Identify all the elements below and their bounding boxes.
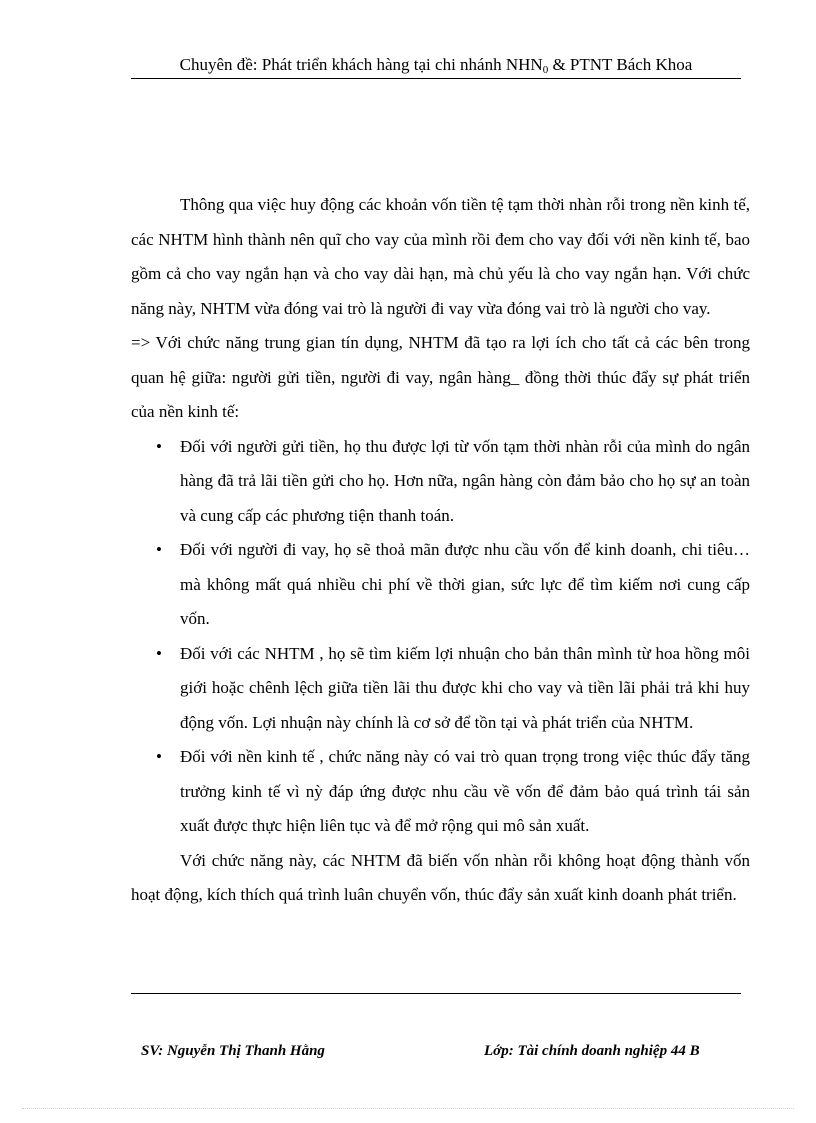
- list-item: [131, 637, 750, 741]
- bullet-icon: •: [156, 436, 162, 456]
- list-item-text: Đối với người gửi tiền, họ thu được lợi từ vốn tạm thời nhàn rỗi của mình do ngân hàng đã trả lãi tiền gửi cho họ. Hơn nữa, ngân hàng còn đảm bảo cho họ sự an toàn và cung cấp các phương tiện thanh toán.: [180, 436, 750, 525]
- header-subscript: 0: [542, 64, 549, 76]
- footer-class: Lớp: Tài chính doanh nghiệp 44 B: [484, 1043, 700, 1059]
- list-item: [131, 533, 750, 637]
- list-item-text: Đối với nền kinh tế , chức năng này có vai trò quan trọng trong việc thúc đẩy tăng trưởng kinh tế vì nỳ đáp ứng được nhu cầu về vốn để đảm bảo quá trình tái sản xuất được thực hiện liên tục và để mở rộng qui mô sản xuất.: [180, 747, 750, 835]
- paragraph-conclusion-arrow: => Với chức năng trung gian tín dụng, NHTM đã tạo ra lợi ích cho tất cả các bên trong quan hệ giữa: người gửi tiền, người đi vay, ngân hàng_ đồng thời thúc đẩy sự phát triển của nền kinh tế:: [131, 333, 750, 421]
- page-bottom-border: [22, 1108, 794, 1109]
- paragraph-closing: Với chức năng này, các NHTM đã biến vốn nhàn rỗi không hoạt động thành vốn hoạt động, kích thích quá trình luân chuyển vốn, thúc đẩy sản xuất kinh doanh phát triển.: [131, 850, 750, 904]
- document-body: [131, 188, 750, 913]
- page-header: [131, 52, 741, 78]
- header-rule: [131, 78, 741, 79]
- footer-rule: [131, 993, 741, 994]
- list-item: [131, 740, 750, 844]
- list-item-text: Đối với các NHTM , họ sẽ tìm kiếm lợi nhuận cho bản thân mình từ hoa hồng môi giới hoặc chênh lệch giữa tiền lãi thu được khi cho vay và tiền lãi phải trả khi huy động vốn. Lợi nhuận này chính là cơ sở để tồn tại và phát triển của NHTM.: [180, 643, 750, 732]
- bullet-icon: •: [156, 643, 162, 663]
- list-item: [131, 430, 750, 534]
- header-text: Chuyên đề: Phát triển khách hàng tại chi nhánh NHN: [179, 55, 543, 74]
- header-text-end: & PTNT Bách Khoa: [548, 55, 693, 74]
- bullet-icon: •: [156, 747, 162, 766]
- footer-student: SV: Nguyễn Thị Thanh Hằng: [141, 1043, 325, 1059]
- benefit-list: [131, 430, 750, 844]
- list-item-text: Đối với người đi vay, họ sẽ thoả mãn được nhu cầu vốn để kinh doanh, chi tiêu…mà không mất quá nhiều chi phí về thời gian, sức lực để tìm kiếm nơi cung cấp vốn.: [180, 540, 750, 628]
- bullet-icon: •: [156, 540, 162, 559]
- paragraph-intro: Thông qua việc huy động các khoản vốn tiền tệ tạm thời nhàn rỗi trong nền kinh tế, các NHTM hình thành nên quĩ cho vay của mình rồi đem cho vay đối với nền kinh tế, bao gồm cả cho vay ngắn hạn và cho vay dài hạn, mà chủ yếu là cho vay ngắn hạn. Với chức năng này, NHTM vừa đóng vai trò là người đi vay vừa đóng vai trò là người cho vay.: [131, 195, 750, 318]
